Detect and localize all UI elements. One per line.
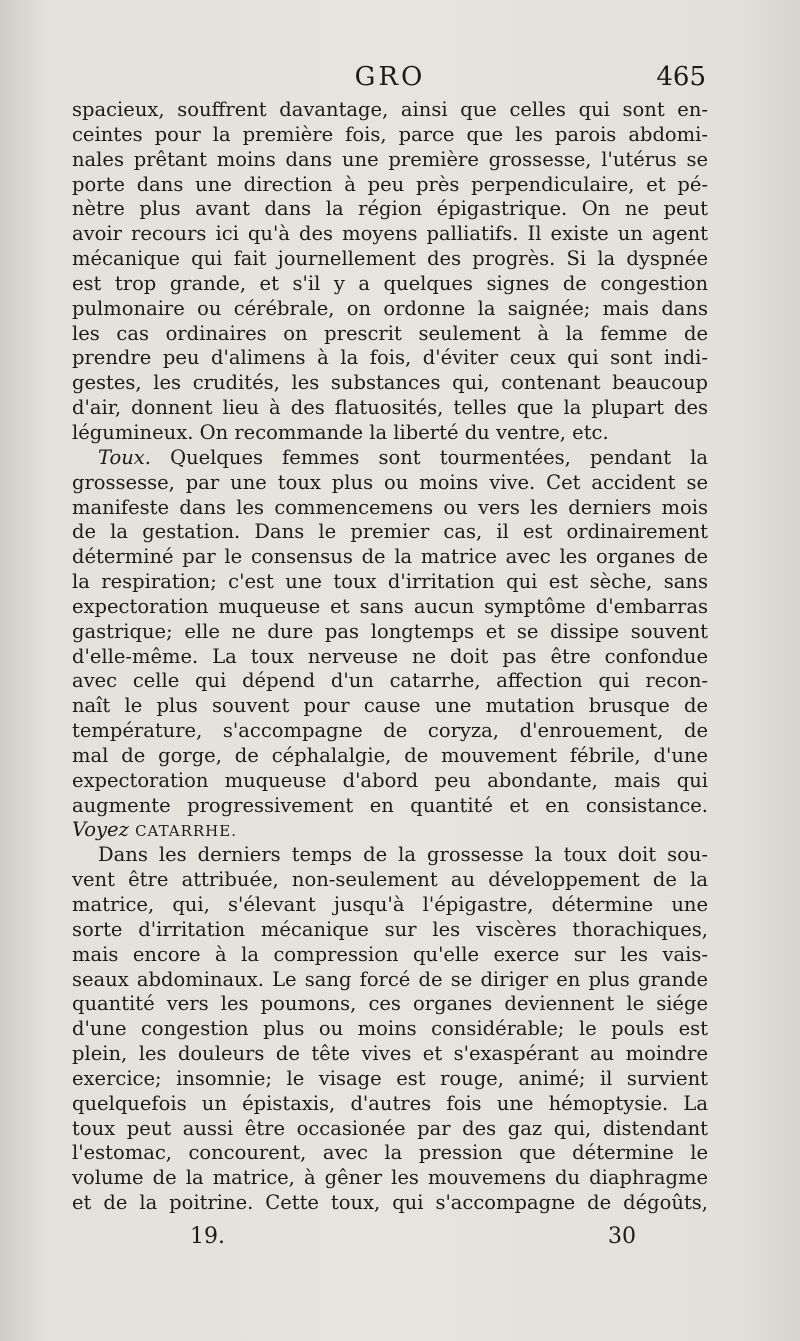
text-line: grossesse, par une toux plus ou moins vive. Cet accident se	[72, 470, 708, 494]
text-line	[72, 446, 708, 471]
page-header	[72, 62, 708, 98]
text-line: les cas ordinaires on prescrit seulement à la femme de	[72, 321, 708, 345]
text-line: d'elle-même. La toux nerveuse ne doit pas être confondue	[72, 644, 708, 668]
text-line: nales prêtant moins dans une première grossesse, l'utérus se	[72, 147, 708, 171]
text-line: mais encore à la compression qu'elle exerce sur les vais-	[72, 942, 708, 966]
text-line: température, s'accompagne de coryza, d'enrouement, de	[72, 719, 708, 743]
text-line: exercice; insomnie; le visage est rouge, animé; il survient	[72, 1066, 708, 1090]
text-line: d'une congestion plus ou moins considérable; le pouls est	[72, 1017, 708, 1041]
text-line: pulmonaire ou cérébrale, on ordonne la saignée; mais dans	[72, 296, 708, 320]
cross-reference: CATARRHE.	[135, 822, 237, 841]
text-line: sorte d'irritation mécanique sur les viscères thorachiques,	[72, 917, 708, 941]
text-line: d'air, donnent lieu à des flatuosités, telles que la plupart des	[72, 396, 708, 420]
text-line: légumineux. On recommande la liberté du ventre, etc.	[72, 420, 609, 444]
text-line: Dans les derniers temps de la grossesse la toux doit sou-	[98, 843, 708, 867]
folio-number: 30	[608, 1224, 636, 1249]
text-line: gestes, les crudités, les substances qui, contenant beaucoup	[72, 371, 708, 395]
body-text	[72, 98, 708, 1216]
text-line: déterminé par le consensus de la matrice avec les organes de	[72, 545, 708, 569]
see-also-word: Voyez	[72, 818, 129, 842]
section-heading-toux: Toux.	[98, 445, 151, 469]
text-line: vent être attribuée, non-seulement au développement de la	[72, 868, 708, 892]
text-line: porte dans une direction à peu près perpendiculaire, et pé-	[72, 172, 708, 196]
paragraph-3	[72, 843, 708, 1216]
text-line: matrice, qui, s'élevant jusqu'à l'épigastre, détermine une	[72, 893, 708, 916]
text-line: est trop grande, et s'il y a quelques signes de congestion	[72, 271, 708, 295]
text-line: mal de gorge, de céphalalgie, de mouvement fébrile, d'une	[72, 743, 708, 767]
text-fragment: Quelques femmes sont tourmentées, pendant la	[151, 445, 708, 469]
text-line: nètre plus avant dans la région épigastrique. On ne peut	[72, 197, 708, 221]
text-line: mécanique qui fait journellement des progrès. Si la dyspnée	[72, 247, 708, 271]
paragraph-1	[72, 98, 708, 446]
running-head: GRO	[354, 62, 426, 92]
page-number: 465	[656, 62, 706, 92]
paragraph-toux	[72, 446, 708, 844]
text-line: quantité vers les poumons, ces organes deviennent le siége	[72, 992, 708, 1016]
text-line: avec celle qui dépend d'un catarrhe, affection qui recon-	[72, 669, 708, 693]
text-line: manifeste dans les commencemens ou vers les derniers mois	[72, 495, 708, 519]
text-line: plein, les douleurs de tête vives et s'exaspérant au moindre	[72, 1042, 708, 1066]
text-line: seaux abdominaux. Le sang forcé de se diriger en plus grande	[72, 967, 708, 991]
text-line: spacieux, souffrent davantage, ainsi que celles qui sont en-	[72, 98, 708, 121]
text-line: expectoration muqueuse d'abord peu abondante, mais qui	[72, 768, 708, 792]
text-line: gastrique; elle ne dure pas longtemps et se dissipe souvent	[72, 619, 708, 643]
text-line: l'estomac, concourent, avec la pression que détermine le	[72, 1141, 708, 1165]
text-line: toux peut aussi être occasionée par des gaz qui, distendant	[72, 1116, 708, 1140]
text-line: volume de la matrice, à gêner les mouvemens du diaphragme	[72, 1166, 708, 1190]
text-line: quelquefois un épistaxis, d'autres fois une hémoptysie. La	[72, 1091, 708, 1115]
text-line: ceintes pour la première fois, parce que les parois abdomi-	[72, 122, 708, 146]
text-line: la respiration; c'est une toux d'irritation qui est sèche, sans	[72, 570, 708, 594]
page-footer	[72, 1224, 708, 1256]
text-line: expectoration muqueuse et sans aucun symptôme d'embarras	[72, 594, 708, 618]
text-line: avoir recours ici qu'à des moyens palliatifs. Il existe un agent	[72, 222, 708, 246]
see-also-reference	[72, 818, 708, 843]
text-line: de la gestation. Dans le premier cas, il est ordinairement	[72, 520, 708, 544]
text-line: prendre peu d'alimens à la fois, d'éviter ceux qui sont indi-	[72, 346, 708, 370]
text-line: et de la poitrine. Cette toux, qui s'accompagne de dégoûts,	[72, 1191, 708, 1215]
signature-mark: 19.	[190, 1224, 225, 1249]
text-line: naît le plus souvent pour cause une mutation brusque de	[72, 694, 708, 718]
text-line: augmente progressivement en quantité et en consistance.	[72, 793, 708, 817]
